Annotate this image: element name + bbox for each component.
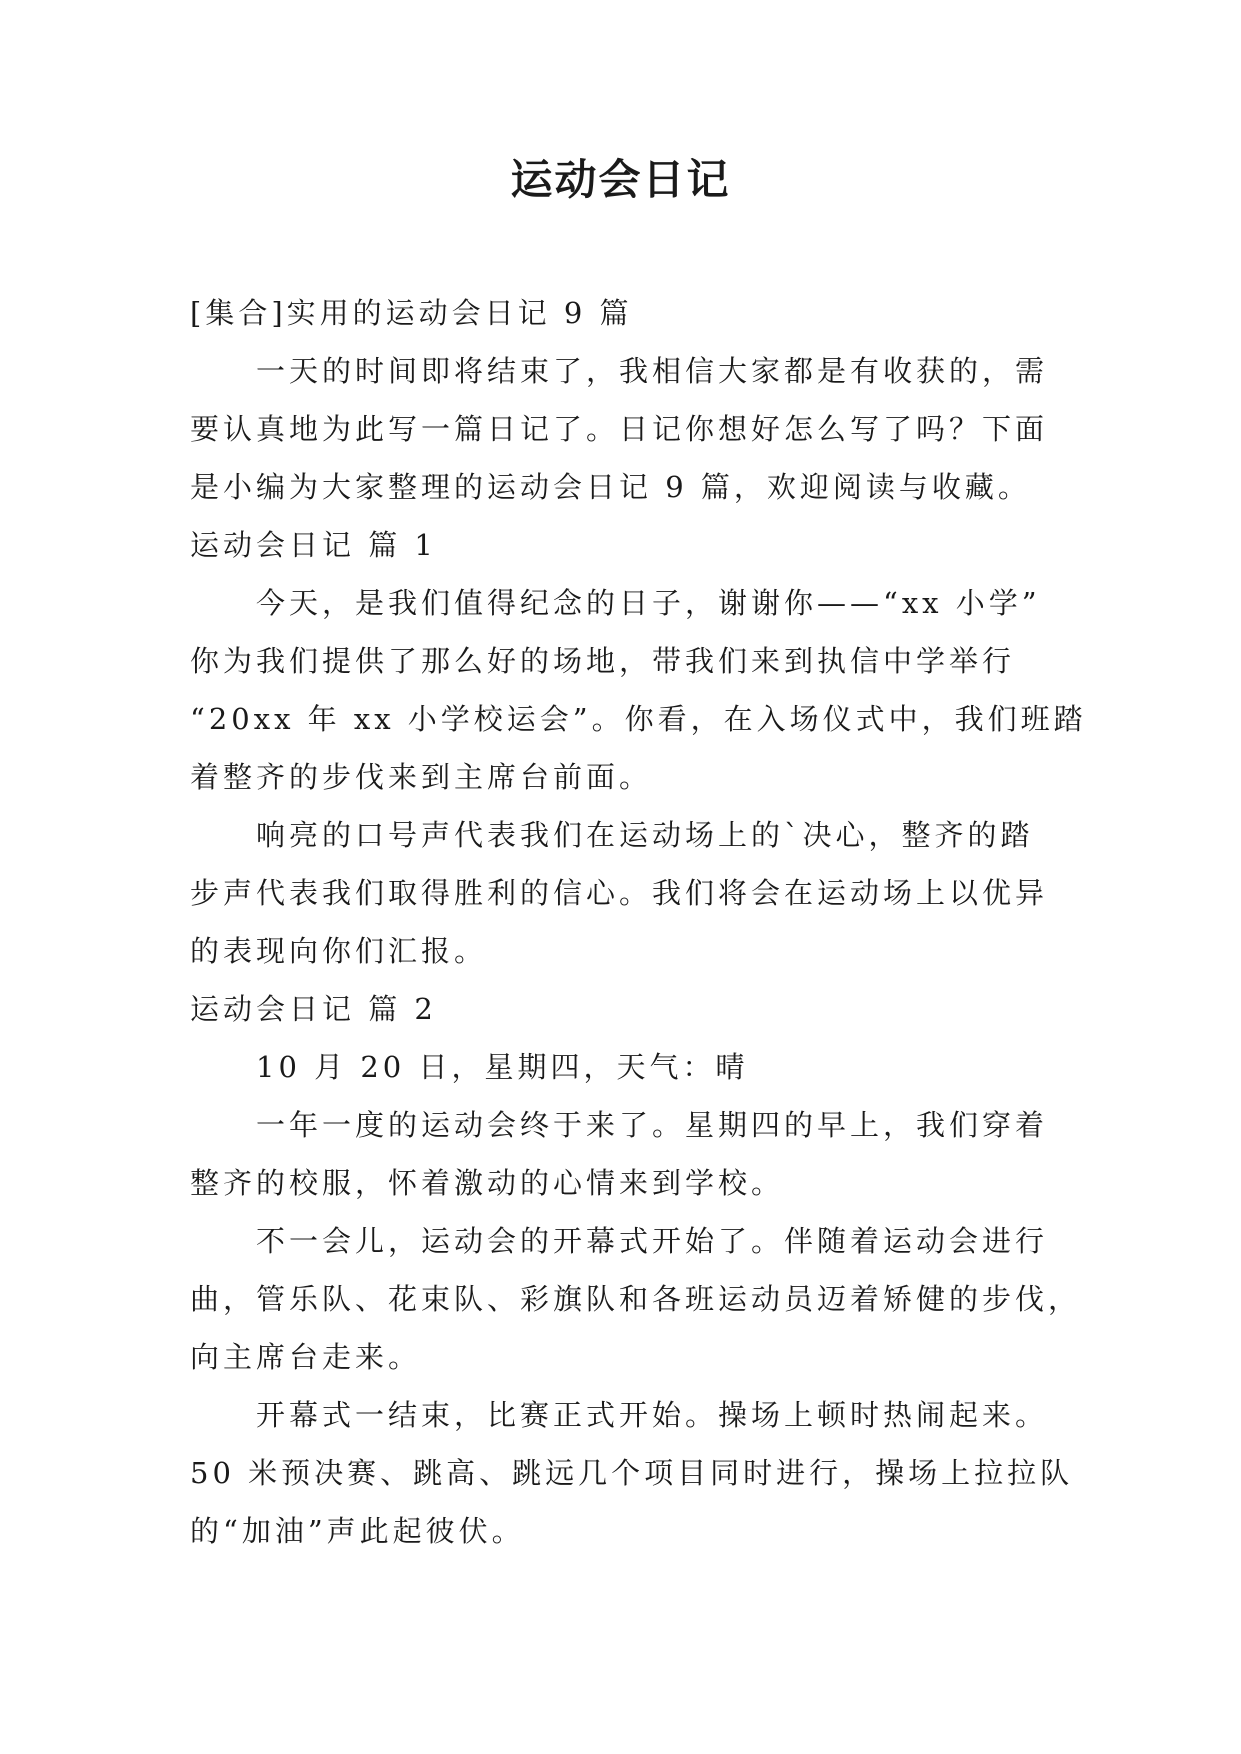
intro-paragraph-line: 一天的时间即将结束了，我相信大家都是有收获的，需: [256, 354, 1049, 388]
paragraph-line: 曲，管乐队、花束队、彩旗队和各班运动员迈着矫健的步伐，: [190, 1282, 1082, 1316]
paragraph-line: 整齐的校服，怀着激动的心情来到学校。: [190, 1166, 785, 1200]
paragraph-line: 向主席台走来。: [190, 1340, 422, 1374]
paragraph-line: 着整齐的步伐来到主席台前面。: [190, 760, 653, 794]
paragraph-line: 不一会儿，运动会的开幕式开始了。伴随着运动会进行: [256, 1224, 1049, 1258]
paragraph-line: 的“加油”声此起彼伏。: [190, 1514, 525, 1548]
section-heading-1: 运动会日记 篇 1: [190, 528, 437, 562]
paragraph-line: “20xx 年 xx 小学校运会”。你看，在入场仪式中，我们班踏: [190, 702, 1087, 736]
document-body: [190, 284, 1087, 1560]
paragraph-line: 步声代表我们取得胜利的信心。我们将会在运动场上以优异: [190, 876, 1049, 910]
date-weather-line: 10 月 20 日，星期四，天气：晴: [256, 1050, 749, 1084]
intro-paragraph-line: 要认真地为此写一篇日记了。日记你想好怎么写了吗？下面: [190, 412, 1049, 446]
paragraph-line: 今天，是我们值得纪念的日子，谢谢你——“xx 小学”: [256, 586, 1041, 620]
paragraph-line: 一年一度的运动会终于来了。星期四的早上，我们穿着: [256, 1108, 1049, 1142]
paragraph-line: 开幕式一结束，比赛正式开始。操场上顿时热闹起来。: [256, 1398, 1049, 1432]
section-heading-2: 运动会日记 篇 2: [190, 992, 437, 1026]
intro-paragraph-line: 是小编为大家整理的运动会日记 9 篇，欢迎阅读与收藏。: [190, 470, 1031, 504]
paragraph-line: 50 米预决赛、跳高、跳远几个项目同时进行，操场上拉拉队: [190, 1456, 1074, 1490]
paragraph-line: 你为我们提供了那么好的场地，带我们来到执信中学举行: [190, 644, 1016, 678]
document-title: 运动会日记: [510, 155, 731, 204]
paragraph-line: 响亮的口号声代表我们在运动场上的`决心，整齐的踏: [256, 818, 1034, 852]
collection-heading: [集合]实用的运动会日记 9 篇: [190, 296, 633, 330]
paragraph-line: 的表现向你们汇报。: [190, 934, 488, 968]
